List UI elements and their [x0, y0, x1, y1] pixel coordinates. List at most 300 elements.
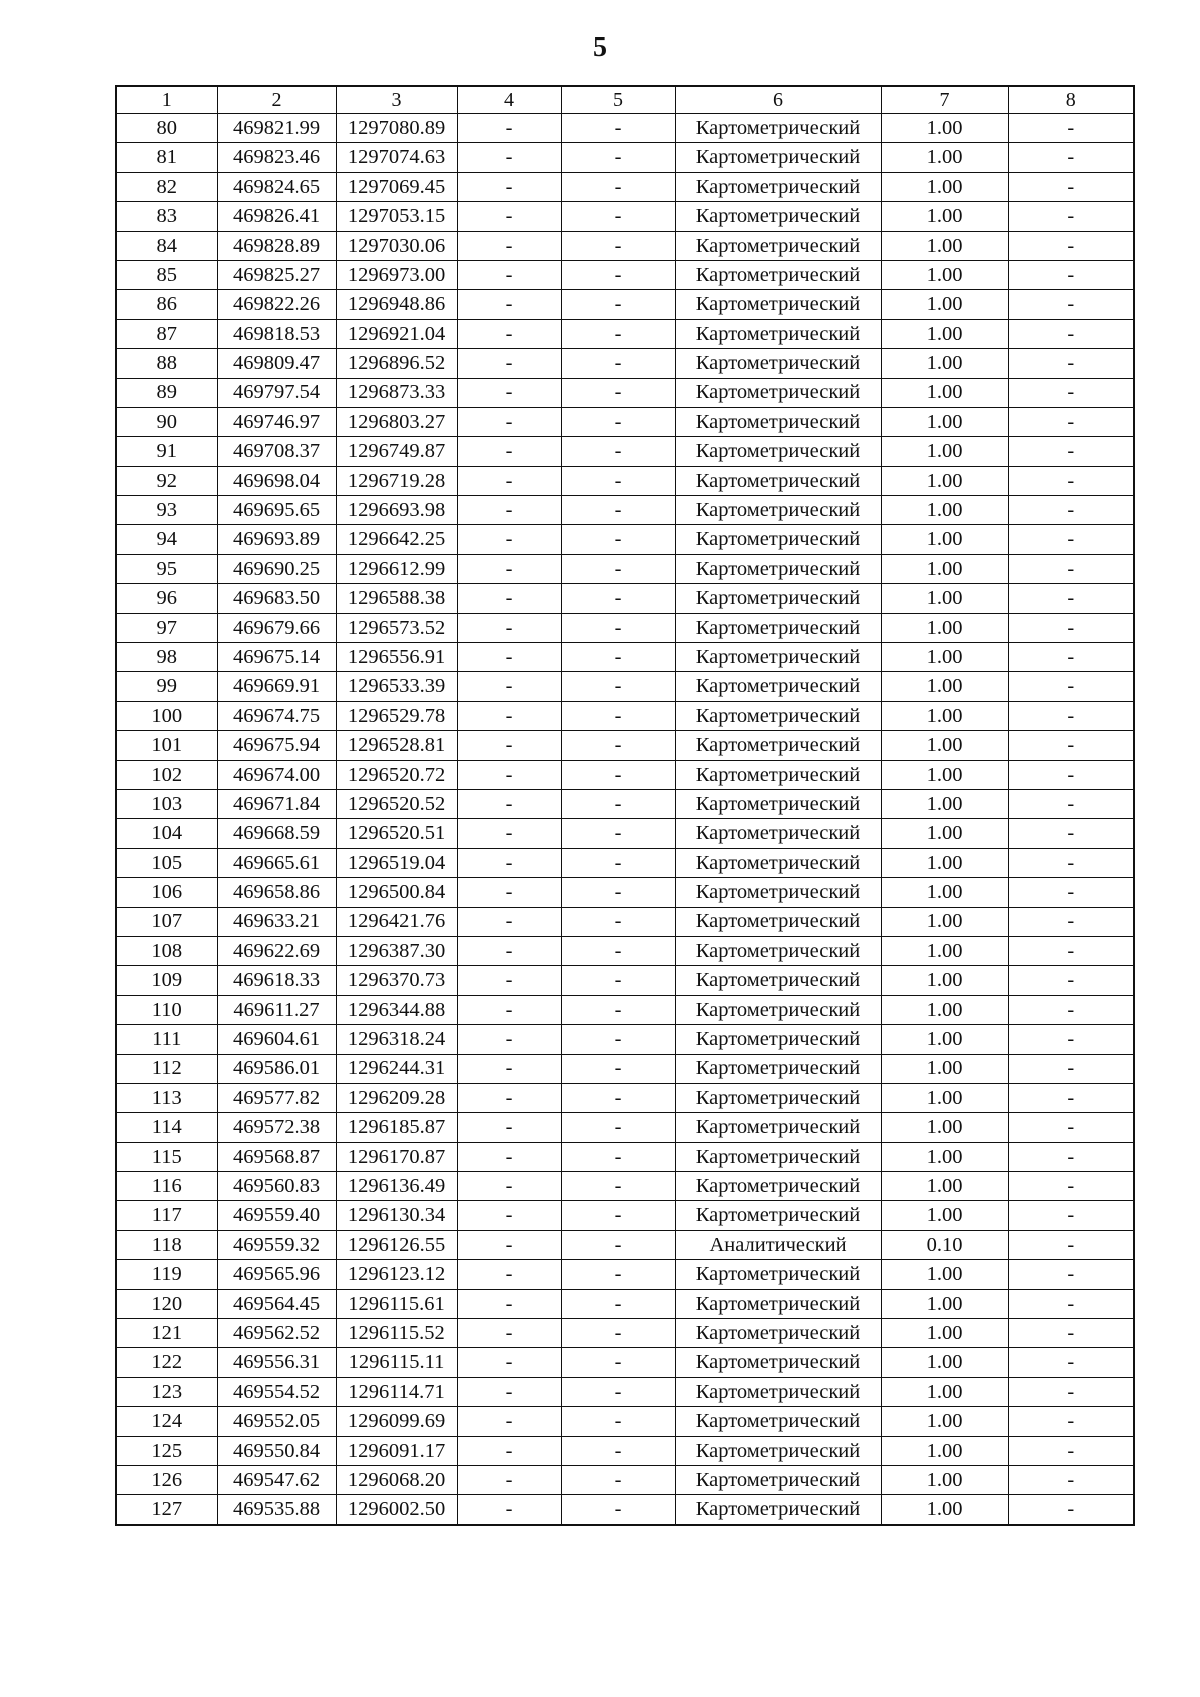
table-cell: - [1008, 1407, 1134, 1436]
table-cell: Картометрический [675, 1319, 881, 1348]
table-cell: Картометрический [675, 1054, 881, 1083]
table-cell: Картометрический [675, 1348, 881, 1377]
table-cell: 469556.31 [217, 1348, 336, 1377]
table-row [116, 114, 1134, 143]
table-cell: - [561, 466, 675, 495]
table-cell: 1297053.15 [336, 202, 457, 231]
table-cell: - [1008, 584, 1134, 613]
header-row [116, 86, 1134, 114]
table-cell: 1296556.91 [336, 643, 457, 672]
table-cell: 1296091.17 [336, 1436, 457, 1465]
table-cell: 469559.32 [217, 1230, 336, 1259]
table-cell: 1.00 [881, 966, 1008, 995]
table-cell: - [457, 1260, 561, 1289]
table-cell: 469821.99 [217, 114, 336, 143]
table-cell: 1296123.12 [336, 1260, 457, 1289]
table-cell: Картометрический [675, 407, 881, 436]
table-cell: 1.00 [881, 260, 1008, 289]
table-cell: - [561, 1230, 675, 1259]
table-cell: - [1008, 437, 1134, 466]
table-row [116, 202, 1134, 231]
table-cell: - [561, 760, 675, 789]
table-cell: 469822.26 [217, 290, 336, 319]
table-cell: - [1008, 672, 1134, 701]
table-cell: - [457, 731, 561, 760]
table-row [116, 437, 1134, 466]
table-cell: - [1008, 1172, 1134, 1201]
page-number: 5 [593, 32, 607, 63]
table-cell: 1296114.71 [336, 1377, 457, 1406]
table-cell: 1.00 [881, 760, 1008, 789]
table-cell: Картометрический [675, 319, 881, 348]
table-cell: 469674.00 [217, 760, 336, 789]
table-row [116, 731, 1134, 760]
table-cell: - [561, 1465, 675, 1494]
table-cell: 469675.94 [217, 731, 336, 760]
table-cell: 469560.83 [217, 1172, 336, 1201]
table-cell: - [561, 731, 675, 760]
table-cell: - [457, 525, 561, 554]
table-cell: - [457, 613, 561, 642]
table-cell: 1.00 [881, 613, 1008, 642]
table-cell: 1296533.39 [336, 672, 457, 701]
table-cell: - [561, 1142, 675, 1171]
table-row [116, 878, 1134, 907]
table-cell: 1296185.87 [336, 1113, 457, 1142]
table-row [116, 1260, 1134, 1289]
table-cell: Картометрический [675, 848, 881, 877]
table-row [116, 466, 1134, 495]
table-cell: - [457, 1201, 561, 1230]
table-cell: 1.00 [881, 349, 1008, 378]
table-cell: 0.10 [881, 1230, 1008, 1259]
table-cell: 1296115.52 [336, 1319, 457, 1348]
table-cell: Картометрический [675, 1436, 881, 1465]
table-cell: - [561, 1260, 675, 1289]
table-cell: - [1008, 1025, 1134, 1054]
table-cell: - [1008, 231, 1134, 260]
table-cell: 115 [116, 1142, 217, 1171]
table-cell: - [457, 643, 561, 672]
table-cell: 1296612.99 [336, 554, 457, 583]
table-cell: 116 [116, 1172, 217, 1201]
table-cell: - [457, 466, 561, 495]
table-cell: Картометрический [675, 349, 881, 378]
table-cell: 87 [116, 319, 217, 348]
table-row [116, 789, 1134, 818]
table-cell: 469683.50 [217, 584, 336, 613]
table-cell: - [561, 907, 675, 936]
table-header [116, 86, 1134, 114]
table-cell: 469826.41 [217, 202, 336, 231]
table-cell: 1.00 [881, 672, 1008, 701]
table-cell: Картометрический [675, 672, 881, 701]
table-cell: 1.00 [881, 878, 1008, 907]
table-cell: Картометрический [675, 525, 881, 554]
table-cell: 1.00 [881, 1201, 1008, 1230]
table-cell: 96 [116, 584, 217, 613]
column-header: 8 [1008, 86, 1134, 114]
table-cell: 1296520.52 [336, 789, 457, 818]
table-cell: 1.00 [881, 1054, 1008, 1083]
table-cell: - [1008, 1348, 1134, 1377]
table-cell: Картометрический [675, 613, 881, 642]
table-cell: 1296130.34 [336, 1201, 457, 1230]
table-cell: - [561, 878, 675, 907]
table-cell: 469668.59 [217, 819, 336, 848]
table-row [116, 1348, 1134, 1377]
table-cell: 1296500.84 [336, 878, 457, 907]
table-cell: - [561, 672, 675, 701]
table-cell: Картометрический [675, 1465, 881, 1494]
table-cell: Картометрический [675, 378, 881, 407]
table-cell: 469552.05 [217, 1407, 336, 1436]
table-cell: - [561, 584, 675, 613]
table-cell: - [457, 1289, 561, 1318]
table-cell: 469818.53 [217, 319, 336, 348]
table-cell: - [1008, 819, 1134, 848]
table-cell: 1.00 [881, 1142, 1008, 1171]
table-cell: 1.00 [881, 789, 1008, 818]
table-cell: 1296921.04 [336, 319, 457, 348]
table-cell: - [1008, 907, 1134, 936]
table-cell: 1.00 [881, 202, 1008, 231]
table-cell: - [561, 1172, 675, 1201]
table-cell: Картометрический [675, 1025, 881, 1054]
table-cell: - [1008, 349, 1134, 378]
table-cell: Картометрический [675, 1142, 881, 1171]
table-cell: Картометрический [675, 789, 881, 818]
table-cell: - [457, 378, 561, 407]
column-header: 7 [881, 86, 1008, 114]
table-cell: - [457, 319, 561, 348]
table-cell: - [1008, 1201, 1134, 1230]
table-cell: 469622.69 [217, 936, 336, 965]
table-cell: 107 [116, 907, 217, 936]
table-cell: 1296528.81 [336, 731, 457, 760]
table-cell: - [1008, 701, 1134, 730]
table-cell: - [561, 172, 675, 201]
table-cell: - [457, 1377, 561, 1406]
table-row [116, 1407, 1134, 1436]
table-cell: Картометрический [675, 231, 881, 260]
table-cell: - [561, 1407, 675, 1436]
table-row [116, 848, 1134, 877]
table-cell: 469823.46 [217, 143, 336, 172]
table-row [116, 1289, 1134, 1318]
table-cell: 94 [116, 525, 217, 554]
table-cell: 469746.97 [217, 407, 336, 436]
table-cell: 1.00 [881, 1348, 1008, 1377]
table-cell: 1297080.89 [336, 114, 457, 143]
table-cell: 469577.82 [217, 1083, 336, 1112]
table-row [116, 319, 1134, 348]
coordinates-table [115, 85, 1135, 1526]
table-cell: 1296749.87 [336, 437, 457, 466]
column-header: 6 [675, 86, 881, 114]
table-cell: - [561, 1113, 675, 1142]
table-cell: Картометрический [675, 584, 881, 613]
table-cell: 1.00 [881, 1319, 1008, 1348]
table-cell: 1.00 [881, 143, 1008, 172]
table-cell: Картометрический [675, 114, 881, 143]
table-cell: - [561, 496, 675, 525]
table-cell: 1296209.28 [336, 1083, 457, 1112]
table-cell: - [457, 349, 561, 378]
table-cell: 83 [116, 202, 217, 231]
table-row [116, 936, 1134, 965]
table-cell: 469559.40 [217, 1201, 336, 1230]
table-cell: - [561, 1201, 675, 1230]
table-cell: - [1008, 143, 1134, 172]
table-row [116, 819, 1134, 848]
table-row [116, 290, 1134, 319]
table-row [116, 1025, 1134, 1054]
table-row [116, 995, 1134, 1024]
table-cell: 1.00 [881, 437, 1008, 466]
table-cell: 124 [116, 1407, 217, 1436]
table-cell: Картометрический [675, 760, 881, 789]
table-cell: 1.00 [881, 114, 1008, 143]
table-cell: - [561, 114, 675, 143]
table-cell: - [561, 789, 675, 818]
table-row [116, 1436, 1134, 1465]
table-cell: - [1008, 1436, 1134, 1465]
table-cell: 1296002.50 [336, 1495, 457, 1525]
table-cell: 85 [116, 260, 217, 289]
table-cell: - [457, 1230, 561, 1259]
table-cell: 1.00 [881, 378, 1008, 407]
table-row [116, 1319, 1134, 1348]
table-cell: - [561, 407, 675, 436]
table-cell: - [1008, 760, 1134, 789]
table-cell: 469809.47 [217, 349, 336, 378]
table-cell: - [457, 995, 561, 1024]
table-cell: - [457, 848, 561, 877]
table-cell: - [457, 672, 561, 701]
table-cell: - [457, 143, 561, 172]
table-cell: 123 [116, 1377, 217, 1406]
table-cell: 84 [116, 231, 217, 260]
table-cell: 89 [116, 378, 217, 407]
table-cell: - [457, 907, 561, 936]
table-cell: 1296896.52 [336, 349, 457, 378]
table-cell: 1297074.63 [336, 143, 457, 172]
table-cell: - [1008, 1377, 1134, 1406]
table-cell: 112 [116, 1054, 217, 1083]
table-cell: - [457, 1172, 561, 1201]
table-cell: - [561, 1289, 675, 1318]
table-cell: Картометрический [675, 1172, 881, 1201]
table-cell: - [561, 643, 675, 672]
table-cell: 469679.66 [217, 613, 336, 642]
table-cell: - [1008, 643, 1134, 672]
table-cell: 469554.52 [217, 1377, 336, 1406]
table-cell: - [561, 995, 675, 1024]
table-cell: - [457, 966, 561, 995]
table-cell: - [1008, 1495, 1134, 1525]
table-cell: - [1008, 1113, 1134, 1142]
table-cell: 1296387.30 [336, 936, 457, 965]
table-cell: Картометрический [675, 1260, 881, 1289]
table-cell: Картометрический [675, 554, 881, 583]
table-cell: 88 [116, 349, 217, 378]
table-cell: Картометрический [675, 290, 881, 319]
table-cell: Картометрический [675, 731, 881, 760]
table-cell: - [457, 936, 561, 965]
table-cell: 111 [116, 1025, 217, 1054]
table-cell: - [457, 1142, 561, 1171]
table-cell: 1.00 [881, 1113, 1008, 1142]
table-cell: Картометрический [675, 202, 881, 231]
table-cell: - [1008, 525, 1134, 554]
table-cell: - [1008, 378, 1134, 407]
table-cell: - [1008, 1260, 1134, 1289]
table-cell: 469708.37 [217, 437, 336, 466]
table-cell: 119 [116, 1260, 217, 1289]
table-cell: 1.00 [881, 496, 1008, 525]
table-row [116, 1230, 1134, 1259]
table-cell: 1.00 [881, 848, 1008, 877]
table-cell: 1296529.78 [336, 701, 457, 730]
table-body [116, 114, 1134, 1525]
table-cell: 469797.54 [217, 378, 336, 407]
table-cell: - [1008, 995, 1134, 1024]
table-cell: 102 [116, 760, 217, 789]
table-cell: 1.00 [881, 1172, 1008, 1201]
table-cell: Картометрический [675, 1407, 881, 1436]
table-cell: 106 [116, 878, 217, 907]
table-cell: 469675.14 [217, 643, 336, 672]
table-cell: Картометрический [675, 143, 881, 172]
table-cell: Картометрический [675, 878, 881, 907]
table-cell: 101 [116, 731, 217, 760]
table-cell: 1.00 [881, 701, 1008, 730]
table-cell: - [1008, 1289, 1134, 1318]
table-cell: - [561, 202, 675, 231]
table-cell: - [457, 1436, 561, 1465]
table-cell: 469611.27 [217, 995, 336, 1024]
table-row [116, 1465, 1134, 1494]
table-cell: 1297030.06 [336, 231, 457, 260]
table-cell: 469658.86 [217, 878, 336, 907]
table-cell: - [457, 496, 561, 525]
column-header: 2 [217, 86, 336, 114]
table-cell: 1.00 [881, 731, 1008, 760]
table-cell: - [1008, 1083, 1134, 1112]
table-cell: 82 [116, 172, 217, 201]
table-row [116, 1054, 1134, 1083]
table-cell: Картометрический [675, 701, 881, 730]
table-cell: 1296318.24 [336, 1025, 457, 1054]
table-cell: 469693.89 [217, 525, 336, 554]
table-cell: 1.00 [881, 525, 1008, 554]
table-cell: 95 [116, 554, 217, 583]
table-cell: 127 [116, 1495, 217, 1525]
table-cell: Картометрический [675, 437, 881, 466]
table-cell: 118 [116, 1230, 217, 1259]
table-cell: 1.00 [881, 936, 1008, 965]
table-cell: - [1008, 1319, 1134, 1348]
table-cell: 1.00 [881, 643, 1008, 672]
table-cell: Картометрический [675, 1113, 881, 1142]
table-row [116, 672, 1134, 701]
table-row [116, 643, 1134, 672]
table-cell: 91 [116, 437, 217, 466]
table-cell: 1.00 [881, 231, 1008, 260]
table-cell: - [1008, 1465, 1134, 1494]
table-cell: - [1008, 319, 1134, 348]
table-cell: - [561, 231, 675, 260]
table-cell: - [1008, 613, 1134, 642]
table-cell: Картометрический [675, 172, 881, 201]
table-cell: 1296344.88 [336, 995, 457, 1024]
table-cell: - [1008, 172, 1134, 201]
table-row [116, 701, 1134, 730]
table-row [116, 231, 1134, 260]
table-cell: - [457, 114, 561, 143]
table-cell: 1.00 [881, 1025, 1008, 1054]
table-cell: 90 [116, 407, 217, 436]
table-cell: 126 [116, 1465, 217, 1494]
table-row [116, 407, 1134, 436]
table-cell: - [457, 407, 561, 436]
table-cell: Картометрический [675, 1495, 881, 1525]
table-cell: 469828.89 [217, 231, 336, 260]
table-cell: 1.00 [881, 407, 1008, 436]
table-row [116, 1495, 1134, 1525]
table-cell: 100 [116, 701, 217, 730]
table-cell: 125 [116, 1436, 217, 1465]
table-cell: 469565.96 [217, 1260, 336, 1289]
table-cell: 1296519.04 [336, 848, 457, 877]
table-row [116, 1083, 1134, 1112]
table-cell: 93 [116, 496, 217, 525]
table-cell: - [561, 260, 675, 289]
table-cell: 1296115.11 [336, 1348, 457, 1377]
table-cell: 1296973.00 [336, 260, 457, 289]
table-cell: - [457, 1025, 561, 1054]
table-cell: 108 [116, 936, 217, 965]
table-cell: 1.00 [881, 466, 1008, 495]
table-cell: - [457, 202, 561, 231]
table-cell: - [1008, 731, 1134, 760]
table-row [116, 378, 1134, 407]
table-cell: 469698.04 [217, 466, 336, 495]
table-cell: 113 [116, 1083, 217, 1112]
column-header: 4 [457, 86, 561, 114]
table-cell: 1296099.69 [336, 1407, 457, 1436]
table-cell: - [561, 1054, 675, 1083]
table-row [116, 966, 1134, 995]
table-cell: 469824.65 [217, 172, 336, 201]
table-cell: - [457, 554, 561, 583]
table-cell: 1.00 [881, 1289, 1008, 1318]
table-cell: 1296244.31 [336, 1054, 457, 1083]
table-cell: 1296068.20 [336, 1465, 457, 1494]
table-cell: 1.00 [881, 819, 1008, 848]
table-cell: - [1008, 789, 1134, 818]
table-cell: 469671.84 [217, 789, 336, 818]
table-cell: 1.00 [881, 1260, 1008, 1289]
table-cell: 469665.61 [217, 848, 336, 877]
table-cell: - [561, 554, 675, 583]
table-cell: - [561, 437, 675, 466]
table-cell: 86 [116, 290, 217, 319]
table-cell: - [561, 1083, 675, 1112]
table-cell: - [457, 1113, 561, 1142]
table-cell: - [561, 1319, 675, 1348]
